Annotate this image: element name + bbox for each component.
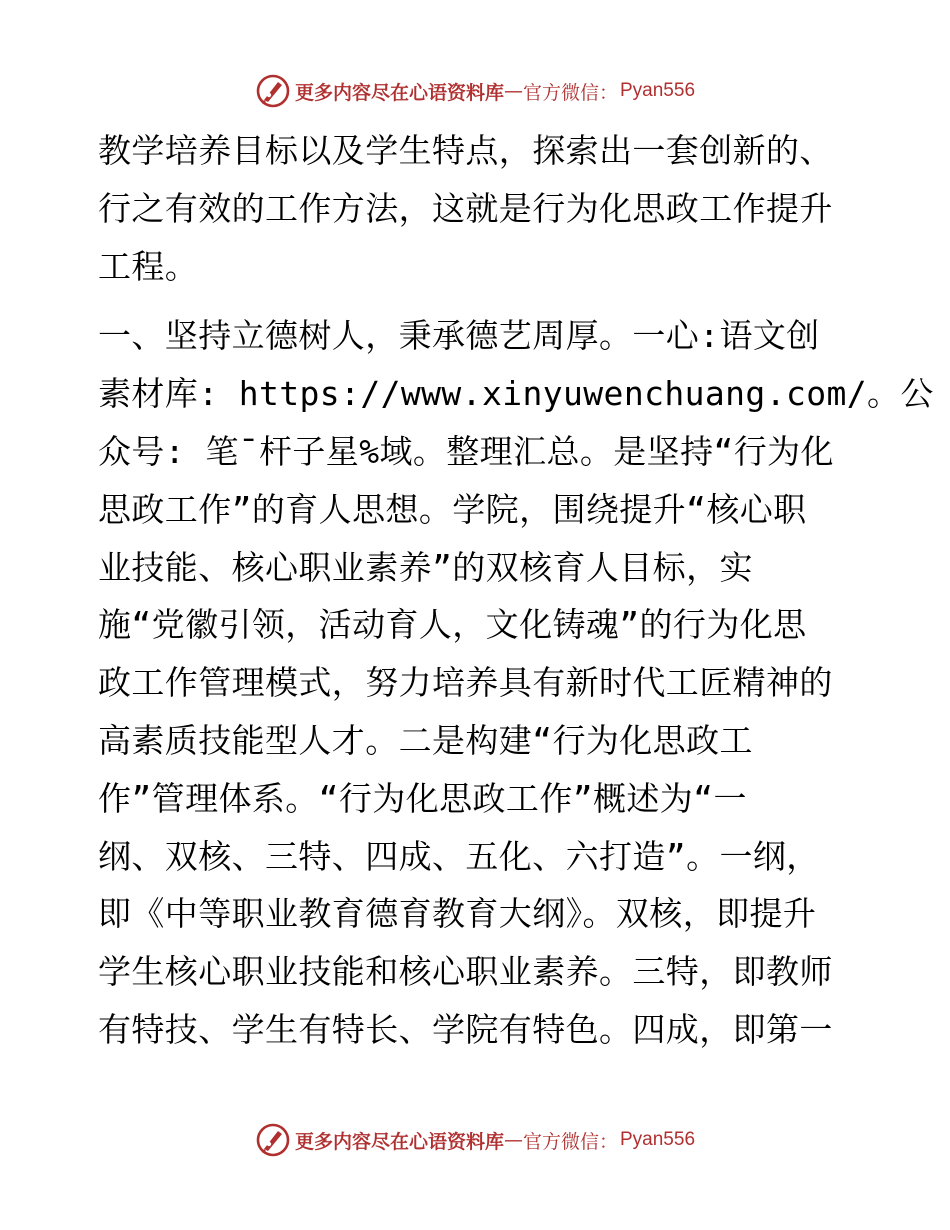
text-line: 作”管理体系。“行为化思政工作”概述为“一 bbox=[98, 778, 747, 818]
text-line: 纲、双核、三特、四成、五化、六打造”。一纲， bbox=[98, 836, 820, 876]
watermark-sub-text: 官方微信： bbox=[522, 81, 618, 104]
text-line: 高素质技能型人才。二是构建“行为化思政工 bbox=[98, 720, 753, 760]
text-line: 素材库: https://www.xinyuwenchuang.com/。公 bbox=[98, 374, 934, 414]
footer-watermark bbox=[0, 1120, 950, 1160]
text-line: 有特技、学生有特长、学院有特色。四成，即第一 bbox=[98, 1009, 833, 1049]
text-line: 众号: 笔¯杆子星%域。整理汇总。是坚持“行为化 bbox=[98, 431, 834, 471]
header-watermark bbox=[0, 71, 950, 111]
text-line: 业技能、核心职业素养”的双核育人目标，实 bbox=[98, 547, 753, 587]
pen-logo-icon bbox=[255, 73, 291, 109]
text-line: 一、坚持立德树人，秉承德艺周厚。一心:语文创 bbox=[98, 316, 820, 356]
watermark-dash: — bbox=[503, 1129, 523, 1151]
pen-logo-icon bbox=[255, 1122, 291, 1158]
paragraph-2 bbox=[98, 307, 934, 1058]
watermark-dash: — bbox=[503, 80, 523, 102]
watermark-sub-text: 官方微信： bbox=[522, 1130, 618, 1153]
text-line: 即《中等职业教育德育教育大纲》。双核，即提升 bbox=[98, 894, 817, 934]
text-line: 行之有效的工作方法，这就是行为化思政工作提升 bbox=[98, 188, 833, 228]
watermark-wechat-id: Pyan556 bbox=[620, 80, 696, 101]
paragraph-1 bbox=[98, 122, 850, 295]
text-line: 学生核心职业技能和核心职业素养。三特，即教师 bbox=[98, 952, 833, 992]
paragraph-gap bbox=[98, 295, 850, 307]
text-line: 政工作管理模式，努力培养具有新时代工匠精神的 bbox=[98, 663, 833, 703]
watermark-wechat-id: Pyan556 bbox=[620, 1129, 696, 1150]
text-line: 施“党徽引领，活动育人，文化铸魂”的行为化思 bbox=[98, 605, 807, 645]
watermark-main-text: 更多内容尽在心语资料库 bbox=[294, 1130, 504, 1153]
text-line: 工程。 bbox=[98, 246, 199, 286]
text-line: 思政工作”的育人思想。学院，围绕提升“核心职 bbox=[98, 489, 807, 529]
watermark-main-text: 更多内容尽在心语资料库 bbox=[294, 81, 504, 104]
text-line: 教学培养目标以及学生特点，探索出一套创新的、 bbox=[98, 131, 833, 170]
document-body bbox=[98, 122, 934, 1059]
